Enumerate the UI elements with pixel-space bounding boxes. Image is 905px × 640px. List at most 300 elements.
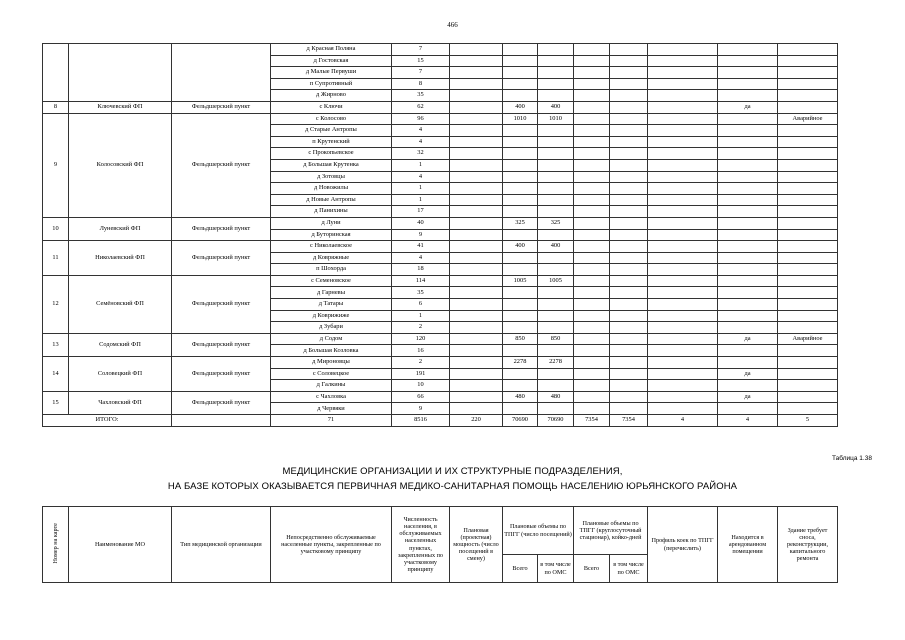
cell-beds-oms <box>610 252 648 264</box>
cell-repair <box>778 159 838 171</box>
cell-rented: да <box>718 391 778 403</box>
cell-bed-profile <box>648 55 718 67</box>
cell-repair <box>778 78 838 90</box>
cell-bed-profile <box>648 78 718 90</box>
cell-beds-oms <box>610 357 648 369</box>
cell-visits-oms <box>538 171 574 183</box>
cell-beds-total <box>574 333 610 345</box>
table-row <box>43 217 838 229</box>
cell-capacity <box>450 55 503 67</box>
cell-capacity <box>450 206 503 218</box>
cell-beds-oms <box>610 380 648 392</box>
table-row <box>43 391 838 403</box>
cell-visits-oms <box>538 380 574 392</box>
cell-population: 66 <box>392 391 450 403</box>
cell-settlement: д Новожилы <box>271 183 392 195</box>
cell-capacity <box>450 183 503 195</box>
cell-bed-profile <box>648 217 718 229</box>
cell-repair: Аварийное <box>778 113 838 125</box>
cell-capacity <box>450 90 503 102</box>
cell-population: 9 <box>392 403 450 415</box>
cell-visits-total <box>503 194 538 206</box>
cell-bed-profile <box>648 275 718 287</box>
cell-beds-oms <box>610 403 648 415</box>
cell-visits-total: 1005 <box>503 275 538 287</box>
table-number: Таблица 1.38 <box>832 455 872 462</box>
cell-beds-oms <box>610 136 648 148</box>
cell-population: 191 <box>392 368 450 380</box>
cell-bed-profile <box>648 183 718 195</box>
cell-capacity <box>450 403 503 415</box>
cell-visits-oms: 850 <box>538 333 574 345</box>
cell-population: 4 <box>392 171 450 183</box>
cell-beds-oms <box>610 264 648 276</box>
cell-settlement: д Гостовская <box>271 55 392 67</box>
cell-beds-total <box>574 136 610 148</box>
cell-visits-total <box>503 322 538 334</box>
cell-settlement: д Буторинская <box>271 229 392 241</box>
cell-visits-total <box>503 159 538 171</box>
cell-settlement: д Галкины <box>271 380 392 392</box>
cell-repair <box>778 171 838 183</box>
cell-visits-total: 2278 <box>503 357 538 369</box>
cell-settlement: д Татары <box>271 299 392 311</box>
cell-settlement: п Супротивный <box>271 78 392 90</box>
cell-bed-profile <box>648 345 718 357</box>
cell-population: 16 <box>392 345 450 357</box>
cell-capacity <box>450 148 503 160</box>
header-visits-total: Всего <box>503 555 538 583</box>
total-c8: 7354 <box>574 415 610 427</box>
cell-population: 4 <box>392 136 450 148</box>
cell-visits-oms <box>538 345 574 357</box>
cell-bed-profile <box>648 287 718 299</box>
cell-capacity <box>450 101 503 113</box>
cell-capacity <box>450 171 503 183</box>
cell-mo-type: Фельдшерский пункт <box>172 333 271 356</box>
cell-number <box>43 44 69 102</box>
cell-rented <box>718 275 778 287</box>
cell-rented <box>718 90 778 102</box>
cell-settlement: с Ключи <box>271 101 392 113</box>
total-c9: 7354 <box>610 415 648 427</box>
total-c5: 220 <box>450 415 503 427</box>
cell-beds-total <box>574 241 610 253</box>
cell-population: 2 <box>392 357 450 369</box>
cell-beds-total <box>574 368 610 380</box>
cell-visits-total: 850 <box>503 333 538 345</box>
cell-bed-profile <box>648 380 718 392</box>
cell-visits-oms <box>538 322 574 334</box>
header-mo-name: Наименование МО <box>69 507 172 583</box>
cell-bed-profile <box>648 241 718 253</box>
cell-rented <box>718 159 778 171</box>
cell-bed-profile <box>648 125 718 137</box>
header-population: Численность населения, в обслуживаемых населенных пунктах, закрепленных по участковому принципу <box>392 507 450 583</box>
cell-capacity <box>450 194 503 206</box>
cell-bed-profile <box>648 310 718 322</box>
cell-capacity <box>450 113 503 125</box>
cell-rented <box>718 55 778 67</box>
cell-mo-type: Фельдшерский пункт <box>172 241 271 276</box>
cell-capacity <box>450 229 503 241</box>
cell-population: 114 <box>392 275 450 287</box>
cell-capacity <box>450 78 503 90</box>
cell-rented <box>718 206 778 218</box>
cell-population: 6 <box>392 299 450 311</box>
cell-rented: да <box>718 333 778 345</box>
total-c7: 70690 <box>538 415 574 427</box>
cell-visits-oms <box>538 252 574 264</box>
cell-rented <box>718 310 778 322</box>
cell-beds-oms <box>610 101 648 113</box>
cell-beds-oms <box>610 90 648 102</box>
cell-repair <box>778 44 838 56</box>
cell-repair <box>778 125 838 137</box>
cell-capacity <box>450 264 503 276</box>
cell-population: 8 <box>392 78 450 90</box>
header-table <box>42 506 838 583</box>
cell-mo-type: Фельдшерский пункт <box>172 101 271 113</box>
cell-bed-profile <box>648 368 718 380</box>
cell-visits-oms <box>538 264 574 276</box>
header-rented: Находится в арендованном помещении <box>718 507 778 583</box>
cell-visits-oms <box>538 183 574 195</box>
cell-bed-profile <box>648 159 718 171</box>
cell-beds-total <box>574 78 610 90</box>
cell-bed-profile <box>648 333 718 345</box>
cell-repair: Аварийное <box>778 333 838 345</box>
header-plan-beds: Плановые объемы по ТПГГ (круглосуточный стационар), койко-дней <box>574 507 648 555</box>
cell-rented <box>718 241 778 253</box>
cell-beds-total <box>574 148 610 160</box>
cell-visits-oms <box>538 229 574 241</box>
cell-visits-oms: 1010 <box>538 113 574 125</box>
cell-population: 96 <box>392 113 450 125</box>
cell-rented <box>718 252 778 264</box>
cell-beds-oms <box>610 148 648 160</box>
cell-bed-profile <box>648 148 718 160</box>
header-settlements: Непосредственно обслуживаемые населенные пункты, закрепленные по участковому принципу <box>271 507 392 583</box>
cell-beds-total <box>574 322 610 334</box>
cell-visits-oms: 325 <box>538 217 574 229</box>
cell-visits-total <box>503 345 538 357</box>
cell-mo-name: Ключевский ФП <box>69 101 172 113</box>
cell-repair <box>778 357 838 369</box>
cell-repair <box>778 206 838 218</box>
header-mo-type: Тип медицинской организации <box>172 507 271 583</box>
cell-beds-total <box>574 345 610 357</box>
cell-settlement: с Колосово <box>271 113 392 125</box>
header-beds-total: Всего <box>574 555 610 583</box>
cell-mo-name: Луневский ФП <box>69 217 172 240</box>
cell-settlement: с Чахловка <box>271 391 392 403</box>
cell-beds-total <box>574 194 610 206</box>
total-c3: 71 <box>271 415 392 427</box>
cell-beds-oms <box>610 275 648 287</box>
cell-visits-oms <box>538 403 574 415</box>
cell-beds-oms <box>610 78 648 90</box>
header-bed-profile: Профиль коек по ТПГГ (перечислить) <box>648 507 718 583</box>
header-beds-oms: в том числе по ОМС <box>610 555 648 583</box>
cell-bed-profile <box>648 67 718 79</box>
cell-rented <box>718 67 778 79</box>
cell-beds-total <box>574 206 610 218</box>
page-number: 466 <box>447 21 458 29</box>
cell-beds-total <box>574 159 610 171</box>
cell-rented <box>718 44 778 56</box>
cell-number: 9 <box>43 113 69 217</box>
cell-visits-oms <box>538 90 574 102</box>
total-c10: 4 <box>648 415 718 427</box>
total-c6: 70690 <box>503 415 538 427</box>
cell-capacity <box>450 333 503 345</box>
cell-visits-oms: 2278 <box>538 357 574 369</box>
cell-rented <box>718 345 778 357</box>
cell-beds-total <box>574 171 610 183</box>
cell-beds-oms <box>610 368 648 380</box>
cell-beds-oms <box>610 125 648 137</box>
cell-beds-total <box>574 90 610 102</box>
cell-capacity <box>450 299 503 311</box>
cell-settlement: с Николаевское <box>271 241 392 253</box>
cell-population: 35 <box>392 287 450 299</box>
cell-population: 2 <box>392 322 450 334</box>
cell-beds-total <box>574 44 610 56</box>
total-row <box>43 415 838 427</box>
cell-settlement: д Большая Козловка <box>271 345 392 357</box>
cell-visits-total <box>503 252 538 264</box>
cell-bed-profile <box>648 229 718 241</box>
cell-number: 11 <box>43 241 69 276</box>
cell-rented <box>718 287 778 299</box>
cell-repair <box>778 217 838 229</box>
cell-number: 10 <box>43 217 69 240</box>
cell-population: 1 <box>392 159 450 171</box>
cell-repair <box>778 252 838 264</box>
cell-beds-total <box>574 403 610 415</box>
cell-beds-oms <box>610 159 648 171</box>
cell-settlement: д Малые Первуши <box>271 67 392 79</box>
cell-visits-total: 480 <box>503 391 538 403</box>
cell-mo-type: Фельдшерский пункт <box>172 357 271 392</box>
table-title-line-1: МЕДИЦИНСКИЕ ОРГАНИЗАЦИИ И ИХ СТРУКТУРНЫЕ ПОДРАЗДЕЛЕНИЯ, <box>282 466 623 477</box>
cell-settlement: п Крутенский <box>271 136 392 148</box>
cell-mo-type: Фельдшерский пункт <box>172 113 271 217</box>
cell-settlement: д Красная Поляна <box>271 44 392 56</box>
total-empty <box>172 415 271 427</box>
cell-visits-total <box>503 136 538 148</box>
cell-visits-total <box>503 171 538 183</box>
table-row <box>43 101 838 113</box>
cell-settlement: д Мироновцы <box>271 357 392 369</box>
cell-repair <box>778 264 838 276</box>
table-row <box>43 44 838 56</box>
cell-beds-total <box>574 299 610 311</box>
cell-rented <box>718 171 778 183</box>
cell-settlement: д Большая Крутенка <box>271 159 392 171</box>
cell-population: 10 <box>392 380 450 392</box>
cell-repair <box>778 322 838 334</box>
cell-rented <box>718 357 778 369</box>
cell-capacity <box>450 136 503 148</box>
cell-visits-total <box>503 183 538 195</box>
table-row <box>43 333 838 345</box>
cell-settlement: д Зубари <box>271 322 392 334</box>
cell-settlement: с Прокопьевское <box>271 148 392 160</box>
cell-beds-oms <box>610 310 648 322</box>
cell-capacity <box>450 322 503 334</box>
cell-visits-oms <box>538 136 574 148</box>
cell-bed-profile <box>648 264 718 276</box>
cell-beds-total <box>574 275 610 287</box>
cell-mo-name: Соловецкий ФП <box>69 357 172 392</box>
cell-visits-total <box>503 55 538 67</box>
cell-repair <box>778 241 838 253</box>
cell-rented <box>718 78 778 90</box>
cell-beds-oms <box>610 183 648 195</box>
cell-visits-total <box>503 229 538 241</box>
cell-visits-oms <box>538 287 574 299</box>
cell-number: 14 <box>43 357 69 392</box>
header-plan-visits: Плановые объемы по ТПГГ (число посещений) <box>503 507 574 555</box>
cell-visits-total <box>503 299 538 311</box>
cell-visits-oms <box>538 310 574 322</box>
cell-beds-total <box>574 252 610 264</box>
cell-beds-oms <box>610 44 648 56</box>
cell-beds-oms <box>610 171 648 183</box>
cell-bed-profile <box>648 136 718 148</box>
cell-beds-oms <box>610 229 648 241</box>
cell-repair <box>778 368 838 380</box>
cell-visits-total <box>503 206 538 218</box>
cell-settlement: с Семеновское <box>271 275 392 287</box>
cell-capacity <box>450 159 503 171</box>
cell-repair <box>778 136 838 148</box>
cell-visits-total <box>503 403 538 415</box>
cell-mo-name: Содомский ФП <box>69 333 172 356</box>
cell-visits-total <box>503 287 538 299</box>
cell-repair <box>778 55 838 67</box>
cell-rented <box>718 194 778 206</box>
cell-capacity <box>450 391 503 403</box>
cell-beds-oms <box>610 333 648 345</box>
cell-beds-total <box>574 217 610 229</box>
cell-settlement: д Гарневы <box>271 287 392 299</box>
cell-mo-name: Колосовский ФП <box>69 113 172 217</box>
cell-visits-total <box>503 44 538 56</box>
cell-number: 12 <box>43 275 69 333</box>
cell-visits-oms <box>538 148 574 160</box>
header-repair: Здание требует сноса, реконструкции, капитального ремонта <box>778 507 838 583</box>
cell-population: 35 <box>392 90 450 102</box>
cell-number: 8 <box>43 101 69 113</box>
cell-settlement: д Зотовцы <box>271 171 392 183</box>
cell-bed-profile <box>648 252 718 264</box>
cell-visits-oms <box>538 125 574 137</box>
cell-rented <box>718 322 778 334</box>
cell-capacity <box>450 368 503 380</box>
cell-rented <box>718 403 778 415</box>
cell-settlement: д Новые Антропы <box>271 194 392 206</box>
cell-beds-total <box>574 357 610 369</box>
cell-rented: да <box>718 101 778 113</box>
cell-settlement: д Старые Антропы <box>271 125 392 137</box>
cell-visits-oms <box>538 299 574 311</box>
cell-population: 9 <box>392 229 450 241</box>
cell-settlement: п Шохорда <box>271 264 392 276</box>
cell-rented <box>718 125 778 137</box>
cell-bed-profile <box>648 357 718 369</box>
cell-beds-total <box>574 67 610 79</box>
cell-visits-total: 325 <box>503 217 538 229</box>
cell-visits-oms <box>538 159 574 171</box>
cell-beds-oms <box>610 194 648 206</box>
cell-population: 32 <box>392 148 450 160</box>
cell-visits-oms <box>538 78 574 90</box>
cell-visits-total: 400 <box>503 101 538 113</box>
facilities-table <box>42 43 838 427</box>
cell-repair <box>778 310 838 322</box>
cell-settlement: с Соловецкое <box>271 368 392 380</box>
total-c11: 4 <box>718 415 778 427</box>
cell-beds-oms <box>610 217 648 229</box>
cell-beds-total <box>574 264 610 276</box>
cell-repair <box>778 101 838 113</box>
cell-settlement: д Жирново <box>271 90 392 102</box>
cell-repair <box>778 345 838 357</box>
cell-bed-profile <box>648 206 718 218</box>
cell-visits-oms <box>538 206 574 218</box>
cell-visits-oms <box>538 194 574 206</box>
cell-population: 41 <box>392 241 450 253</box>
cell-visits-total <box>503 78 538 90</box>
cell-beds-oms <box>610 322 648 334</box>
cell-capacity <box>450 125 503 137</box>
cell-population: 40 <box>392 217 450 229</box>
cell-mo-type: Фельдшерский пункт <box>172 217 271 240</box>
cell-capacity <box>450 380 503 392</box>
table-title-line-2: НА БАЗЕ КОТОРЫХ ОКАЗЫВАЕТСЯ ПЕРВИЧНАЯ МЕДИКО-САНИТАРНАЯ ПОМОЩЬ НАСЕЛЕНИЮ ЮРЬЯНСКОГО РАЙОНА <box>167 481 738 492</box>
total-c12: 5 <box>778 415 838 427</box>
cell-repair <box>778 148 838 160</box>
header-visits-oms: в том числе по ОМС <box>538 555 574 583</box>
cell-mo-name: Николаевский ФП <box>69 241 172 276</box>
cell-bed-profile <box>648 403 718 415</box>
cell-visits-total <box>503 125 538 137</box>
cell-capacity <box>450 217 503 229</box>
cell-repair <box>778 287 838 299</box>
cell-capacity <box>450 357 503 369</box>
cell-beds-oms <box>610 287 648 299</box>
cell-population: 1 <box>392 310 450 322</box>
cell-beds-total <box>574 287 610 299</box>
cell-capacity <box>450 44 503 56</box>
cell-visits-oms <box>538 67 574 79</box>
cell-number: 15 <box>43 391 69 414</box>
cell-settlement: д Содом <box>271 333 392 345</box>
cell-rented <box>718 299 778 311</box>
cell-rented <box>718 136 778 148</box>
cell-visits-total <box>503 310 538 322</box>
header-capacity: Плановая (проектная) мощность (число посещений в смену) <box>450 507 503 583</box>
cell-mo-type: Фельдшерский пункт <box>172 275 271 333</box>
cell-rented <box>718 217 778 229</box>
cell-population: 7 <box>392 44 450 56</box>
cell-rented <box>718 113 778 125</box>
cell-population: 18 <box>392 264 450 276</box>
cell-mo-name <box>69 44 172 102</box>
